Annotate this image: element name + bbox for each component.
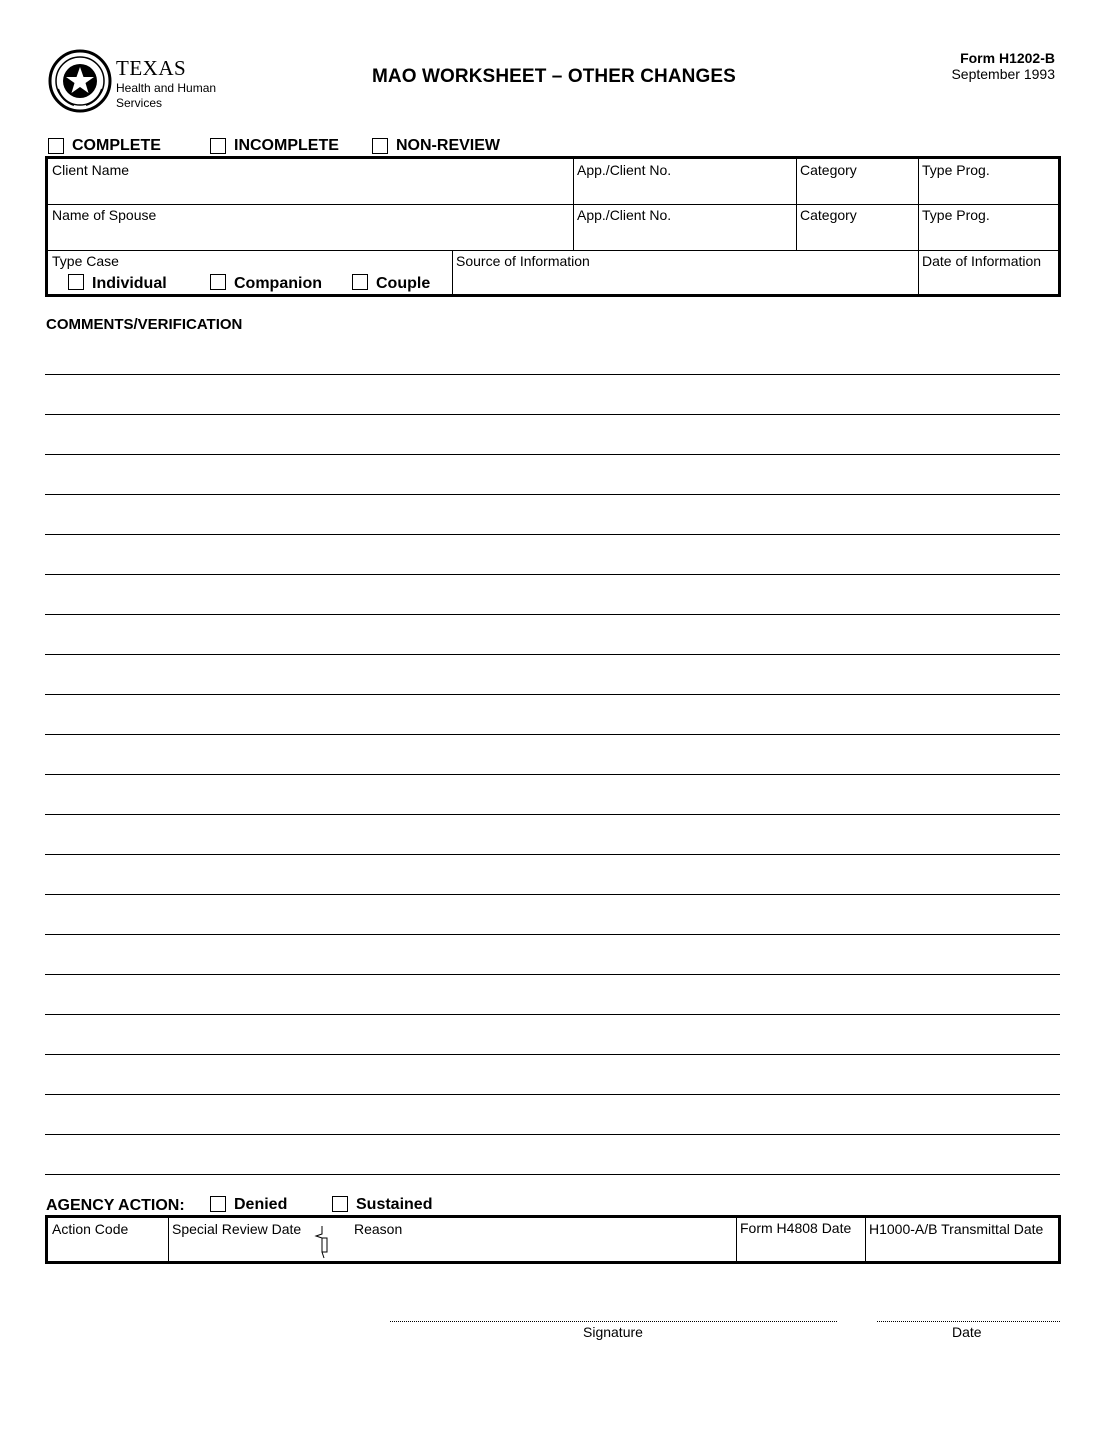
logo-title: TEXAS bbox=[116, 56, 187, 80]
form-h4808-date-field[interactable]: Form H4808 Date bbox=[740, 1220, 852, 1236]
comment-line[interactable] bbox=[45, 1134, 1060, 1135]
comment-line[interactable] bbox=[45, 814, 1060, 815]
non-review-label: NON-REVIEW bbox=[396, 137, 500, 154]
client-type-prog-field[interactable]: Type Prog. bbox=[922, 162, 990, 178]
companion-label: Companion bbox=[234, 275, 322, 292]
type-case-label: Type Case bbox=[52, 253, 119, 269]
agency-action-box bbox=[45, 1215, 1061, 1264]
form-date: September 1993 bbox=[951, 66, 1055, 82]
client-name-field[interactable]: Client Name bbox=[52, 162, 130, 178]
reason-field[interactable]: Reason bbox=[354, 1221, 403, 1237]
signature-line[interactable] bbox=[390, 1321, 837, 1322]
client-app-no-field[interactable]: App./Client No. bbox=[577, 162, 672, 178]
date-line[interactable] bbox=[877, 1321, 1060, 1322]
comment-line[interactable] bbox=[45, 614, 1060, 615]
comment-line[interactable] bbox=[45, 774, 1060, 775]
source-of-information-field[interactable]: Source of Information bbox=[456, 253, 590, 269]
non-review-checkbox[interactable] bbox=[372, 138, 388, 154]
comment-line[interactable] bbox=[45, 1094, 1060, 1095]
couple-label: Couple bbox=[376, 275, 431, 292]
client-category-field[interactable]: Category bbox=[800, 162, 857, 178]
comment-line[interactable] bbox=[45, 1174, 1060, 1175]
comment-line[interactable] bbox=[45, 454, 1060, 455]
logo-subtitle-2: Services bbox=[116, 96, 163, 110]
comment-line[interactable] bbox=[45, 694, 1060, 695]
individual-label: Individual bbox=[92, 275, 167, 292]
signature-label: Signature bbox=[583, 1324, 643, 1340]
denied-checkbox[interactable] bbox=[210, 1196, 226, 1212]
comment-line[interactable] bbox=[45, 534, 1060, 535]
comments-heading: COMMENTS/VERIFICATION bbox=[46, 316, 243, 333]
date-label: Date bbox=[952, 1324, 982, 1340]
spouse-category-field[interactable]: Category bbox=[800, 207, 857, 223]
date-of-information-field[interactable]: Date of Information bbox=[922, 253, 1042, 269]
comment-line[interactable] bbox=[45, 1014, 1060, 1015]
comment-line[interactable] bbox=[45, 934, 1060, 935]
complete-label: COMPLETE bbox=[72, 137, 161, 154]
comment-line[interactable] bbox=[45, 374, 1060, 375]
comment-line[interactable] bbox=[45, 854, 1060, 855]
page-title: MAO WORKSHEET – OTHER CHANGES bbox=[372, 66, 736, 87]
action-code-field[interactable]: Action Code bbox=[52, 1221, 129, 1237]
comment-line[interactable] bbox=[45, 654, 1060, 655]
h1000-transmittal-date-field[interactable]: H1000-A/B Transmittal Date bbox=[869, 1221, 1044, 1237]
client-info-box bbox=[45, 156, 1061, 297]
spouse-app-no-field[interactable]: App./Client No. bbox=[577, 207, 672, 223]
comment-line[interactable] bbox=[45, 494, 1060, 495]
arrow-bracket-icon bbox=[312, 1224, 330, 1260]
texas-hhs-logo bbox=[48, 49, 218, 115]
spouse-name-field[interactable]: Name of Spouse bbox=[52, 207, 157, 223]
denied-label: Denied bbox=[234, 1196, 288, 1213]
comment-line[interactable] bbox=[45, 574, 1060, 575]
texas-seal-icon bbox=[48, 49, 112, 113]
couple-checkbox[interactable] bbox=[352, 274, 368, 290]
comment-line[interactable] bbox=[45, 1054, 1060, 1055]
incomplete-label: INCOMPLETE bbox=[234, 137, 339, 154]
sustained-label: Sustained bbox=[356, 1196, 433, 1213]
individual-checkbox[interactable] bbox=[68, 274, 84, 290]
companion-checkbox[interactable] bbox=[210, 274, 226, 290]
special-review-date-field[interactable]: Special Review Date bbox=[172, 1221, 302, 1237]
sustained-checkbox[interactable] bbox=[332, 1196, 348, 1212]
comment-line[interactable] bbox=[45, 894, 1060, 895]
agency-action-heading: AGENCY ACTION: bbox=[46, 1197, 185, 1214]
comment-line[interactable] bbox=[45, 974, 1060, 975]
comment-line[interactable] bbox=[45, 414, 1060, 415]
complete-checkbox[interactable] bbox=[48, 138, 64, 154]
logo-subtitle: Health and Human bbox=[116, 81, 217, 95]
form-number: Form H1202-B bbox=[960, 50, 1055, 66]
comment-line[interactable] bbox=[45, 734, 1060, 735]
spouse-type-prog-field[interactable]: Type Prog. bbox=[922, 207, 990, 223]
incomplete-checkbox[interactable] bbox=[210, 138, 226, 154]
